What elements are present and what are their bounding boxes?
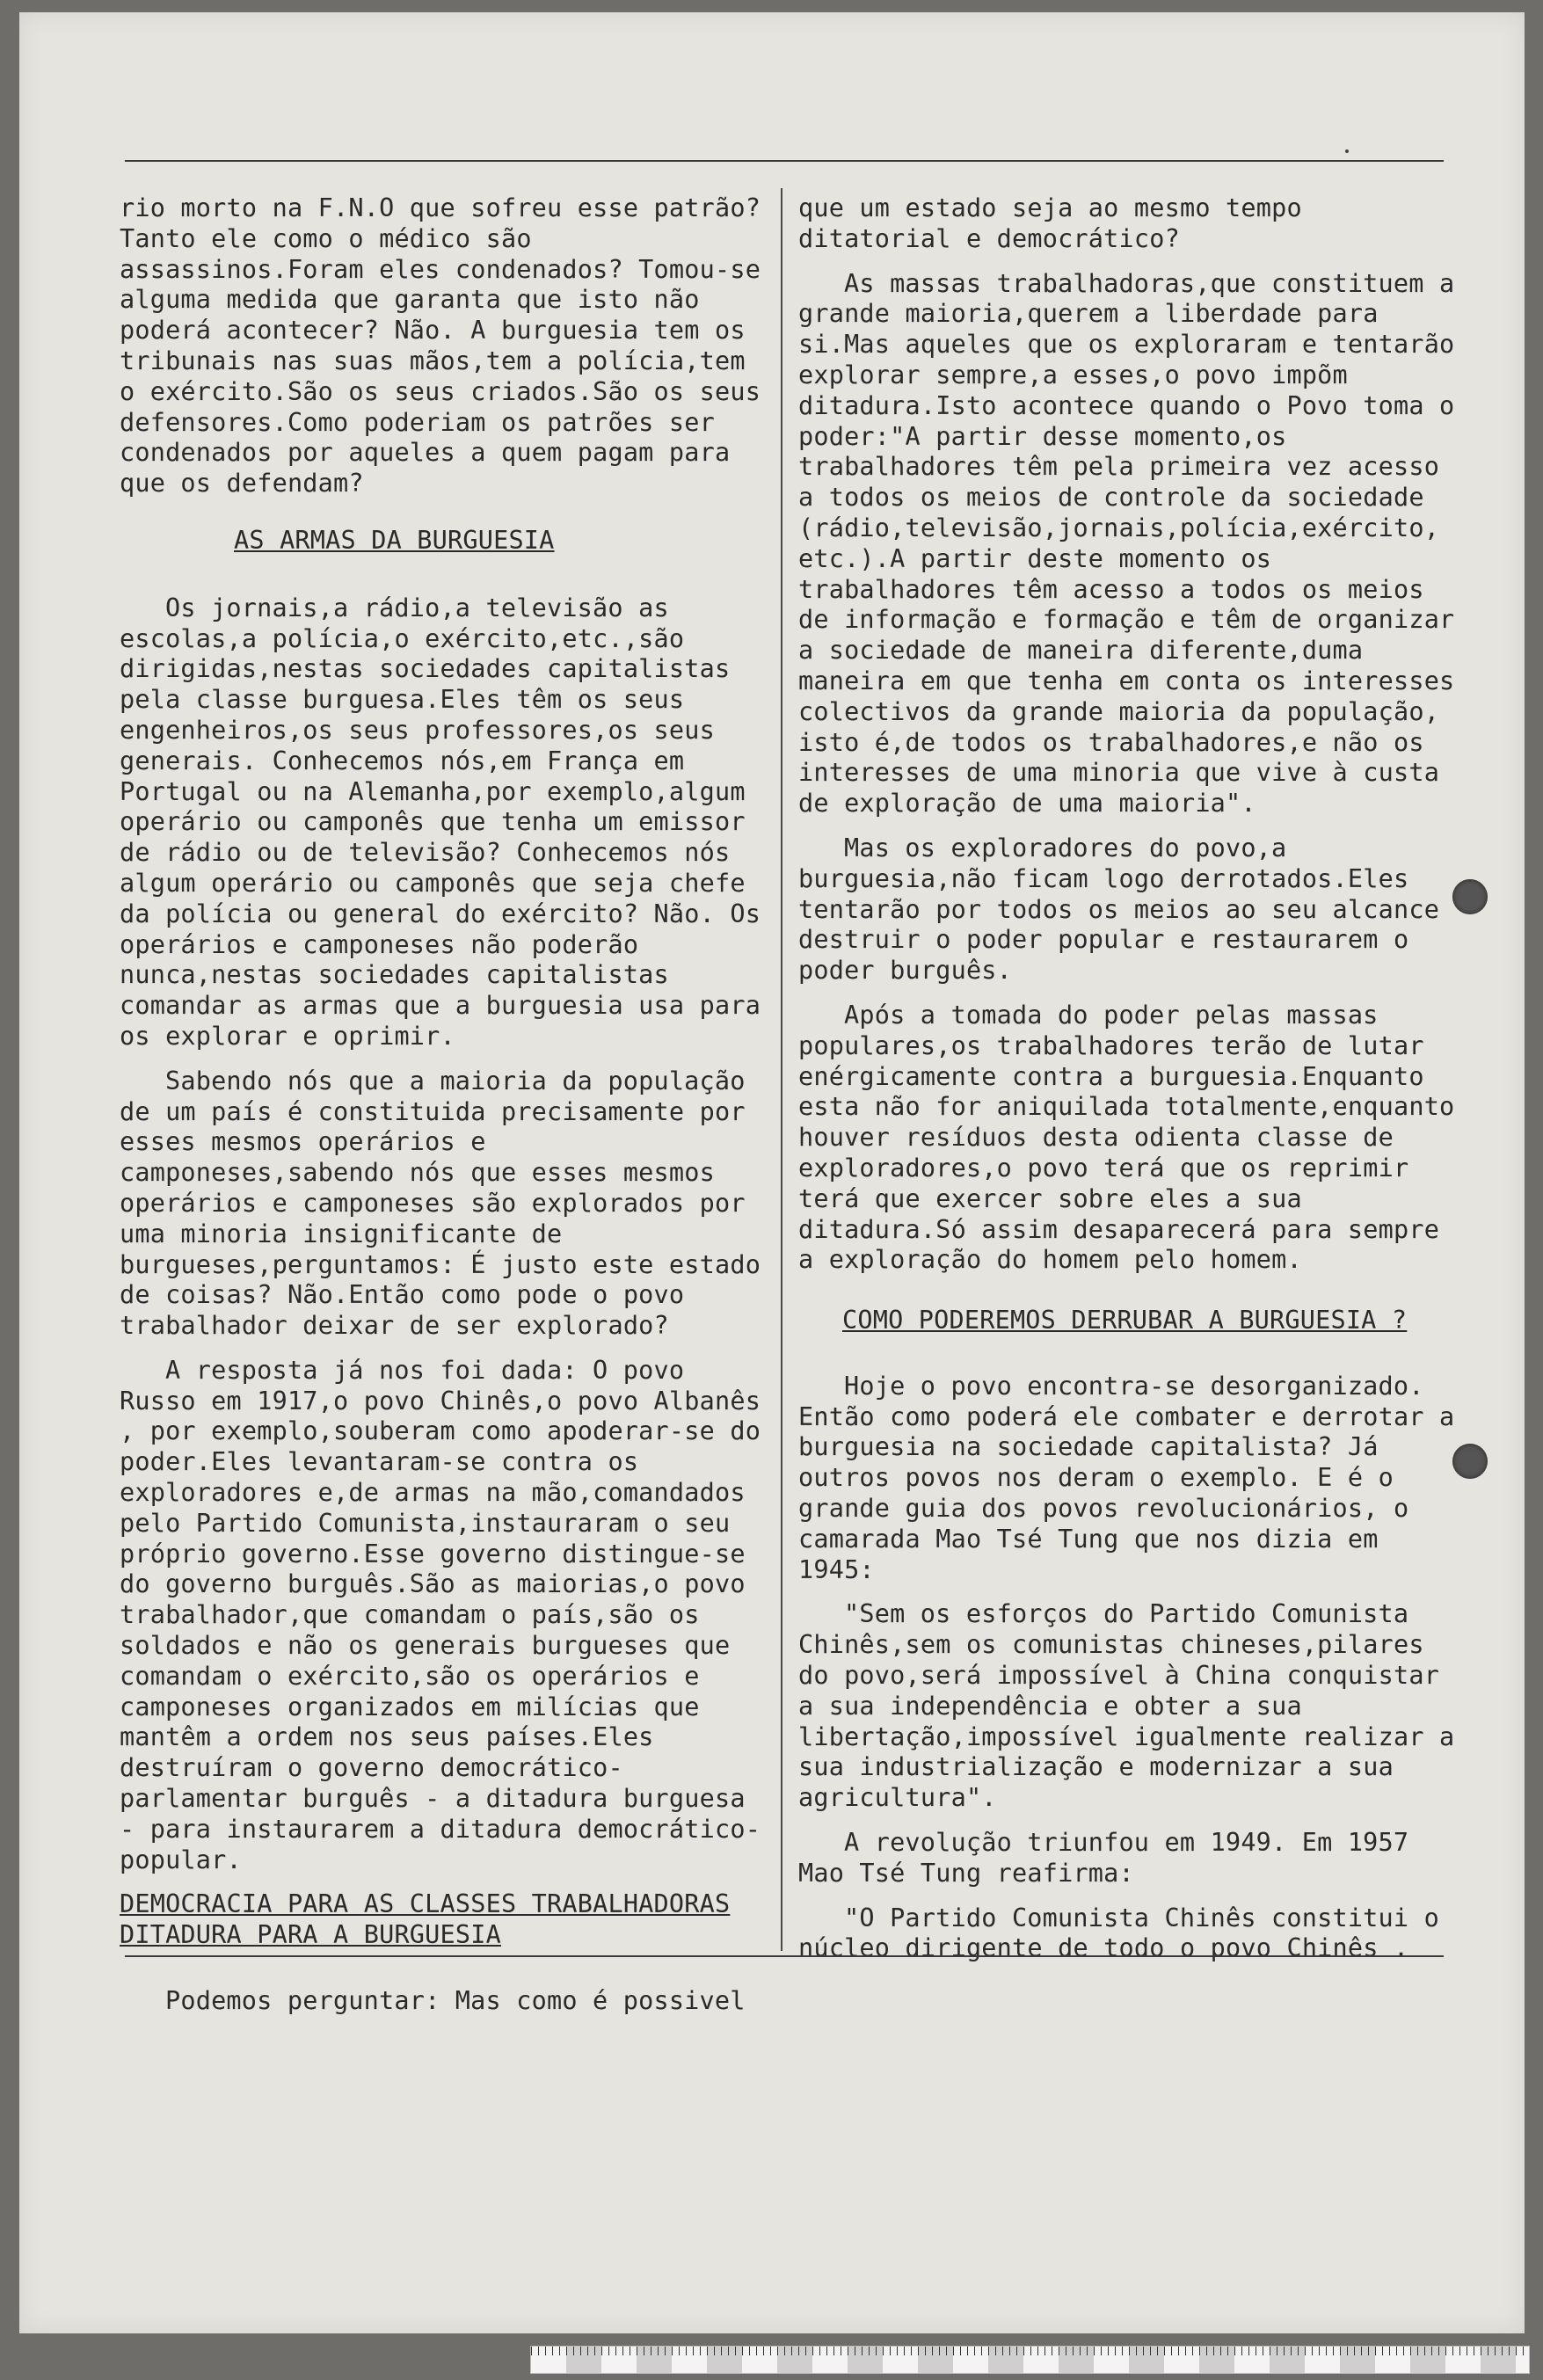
heading-democracia-line: DEMOCRACIA PARA AS CLASSES TRABALHADORAS [120, 1889, 731, 1919]
heading-como-derrubar: COMO PODEREMOS DERRUBAR A BURGUESIA ? [842, 1306, 1408, 1336]
ink-speck [1345, 149, 1349, 153]
left-paragraph-4: A resposta já nos foi dada: O povo Russo em 1917,o povo Chinês,o povo Albanês , por exemplo,souberam como apoderar-se do poder.Eles levantaram-se contra os exploradores e,de armas na mão,comandados pelo Partido Comunista,instauraram o seu próprio governo.Esse governo distingue-se do governo burguês.São as maiorias,o povo trabalhador,que comandam o país,são os soldados e não os generais burgueses que comandam o exército,são os operários e camponeses organizados em milícias que mantêm a ordem nos seus países.Eles destruíram o governo democrático-parlamentar burguês - a ditadura burguesa - para instaurarem a ditadura democrático-popular. [120, 1355, 761, 1874]
right-paragraph-1: que um estado seja ao mesmo tempo ditatorial e democrático? [798, 193, 1302, 253]
right-paragraph-3: Mas os exploradores do povo,a burguesia,não ficam logo derrotados.Eles tentarão por todos os meios ao seu alcance destruir o poder popular e restaurarem o poder burguês. [798, 833, 1440, 986]
heading-ditadura-line: DITADURA PARA A BURGUESIA [120, 1920, 501, 1950]
scale-ruler [530, 2346, 1530, 2374]
bottom-rule [125, 1955, 1444, 1957]
left-paragraph-5: Podemos perguntar: Mas como é possivel [165, 1986, 746, 2016]
right-column [798, 193, 1467, 1978]
document-page [19, 12, 1525, 2333]
top-rule [125, 160, 1444, 162]
right-quote-2: "O Partido Comunista Chinês constitui o núcleo dirigente de todo o povo Chinês . [798, 1903, 1439, 1963]
left-column [120, 193, 770, 2031]
left-paragraph-2: Os jornais,a rádio,a televisão as escolas,a polícia,o exército,etc.,são dirigidas,nestas sociedades capitalistas pela classe burguesa.Eles têm os seus engenheiros,os seus professores,os seus generais. Conhecemos nós,em França em Portugal ou na Alemanha,por exemplo,algum operário ou camponês que tenha um emissor de rádio ou de televisão? Conhecemos nós algum operário ou camponês que seja chefe da polícia ou general do exército? Não. Os operários e camponeses não poderão nunca,nestas sociedades capitalistas comandar as armas que a burguesia usa para os explorar e oprimir. [120, 593, 761, 1051]
heading-democracia-ditadura [120, 1889, 770, 1951]
left-paragraph-1: rio morto na F.N.O que sofreu esse patrão? Tanto ele como o médico são assassinos.Foram eles condenados? Tomou-se alguma medida que garanta que isto não poderá acontecer? Não. A burguesia tem os tribunais nas suas mãos,tem a polícia,tem o exército.São os seus criados.São os seus defensores.Como poderiam os patrões ser condenados por aqueles a quem pagam para que os defendam? [120, 193, 761, 499]
right-paragraph-6: A revolução triunfou em 1949. Em 1957 Mao Tsé Tung reafirma: [798, 1828, 1409, 1888]
punch-hole-lower [1452, 1444, 1488, 1479]
punch-hole-upper [1452, 879, 1488, 914]
right-paragraph-4: Após a tomada do poder pelas massas populares,os trabalhadores terão de lutar enérgicamente contra a burguesia.Enquanto esta não for aniquilada totalmente,enquanto houver resíduos desta odienta classe de exploradores,o povo terá que os reprimir terá que exercer sobre eles a sua ditadura.Só assim desaparecerá para sempre a exploração do homem pelo homem. [798, 1000, 1455, 1275]
ruler-ticks [531, 2347, 1529, 2355]
right-quote-1: "Sem os esforços do Partido Comunista Chinês,sem os comunistas chineses,pilares do povo,será impossível à China conquistar a sua independência e obter a sua libertação,impossível igualmente realizar a sua industrialização e modernizar a sua agricultura". [798, 1599, 1455, 1813]
right-paragraph-5: Hoje o povo encontra-se desorganizado. Então como poderá ele combater e derrotar a burguesia na sociedade capitalista? Já outros povos nos deram o exemplo. E é o grande guia dos povos revolucionários, o camarada Mao Tsé Tung que nos dizia em 1945: [798, 1371, 1455, 1584]
left-paragraph-3: Sabendo nós que a maioria da população de um país é constituida precisamente por esses mesmos operários e camponeses,sabendo nós que esses mesmos operários e camponeses são explorados por uma minoria insignificante de burgueses,perguntamos: É justo este estado de coisas? Não.Então como pode o povo trabalhador deixar de ser explorado? [120, 1066, 761, 1341]
right-paragraph-2: As massas trabalhadoras,que constituem a grande maioria,querem a liberdade para si.Mas aqueles que os exploraram e tentarão explorar sempre,a esses,o povo impõm ditadura.Isto acontece quando o Povo toma o poder:"A partir desse momento,os trabalhadores têm pela primeira vez acesso a todos os meios de controle da sociedade (rádio,televisão,jornais,polícia,exército, etc.).A partir deste momento os trabalhadores têm acesso a todos os meios de informação e formação e têm de organizar a sociedade de maneira diferente,duma maneira em que tenha em conta os interesses colectivos da grande maioria da população, isto é,de todos os trabalhadores,e não os interesses de uma minoria que vive à custa de exploração de uma maioria". [798, 268, 1455, 819]
heading-armas-burguesia: AS ARMAS DA BURGUESIA [234, 525, 555, 555]
column-divider [781, 188, 782, 1951]
